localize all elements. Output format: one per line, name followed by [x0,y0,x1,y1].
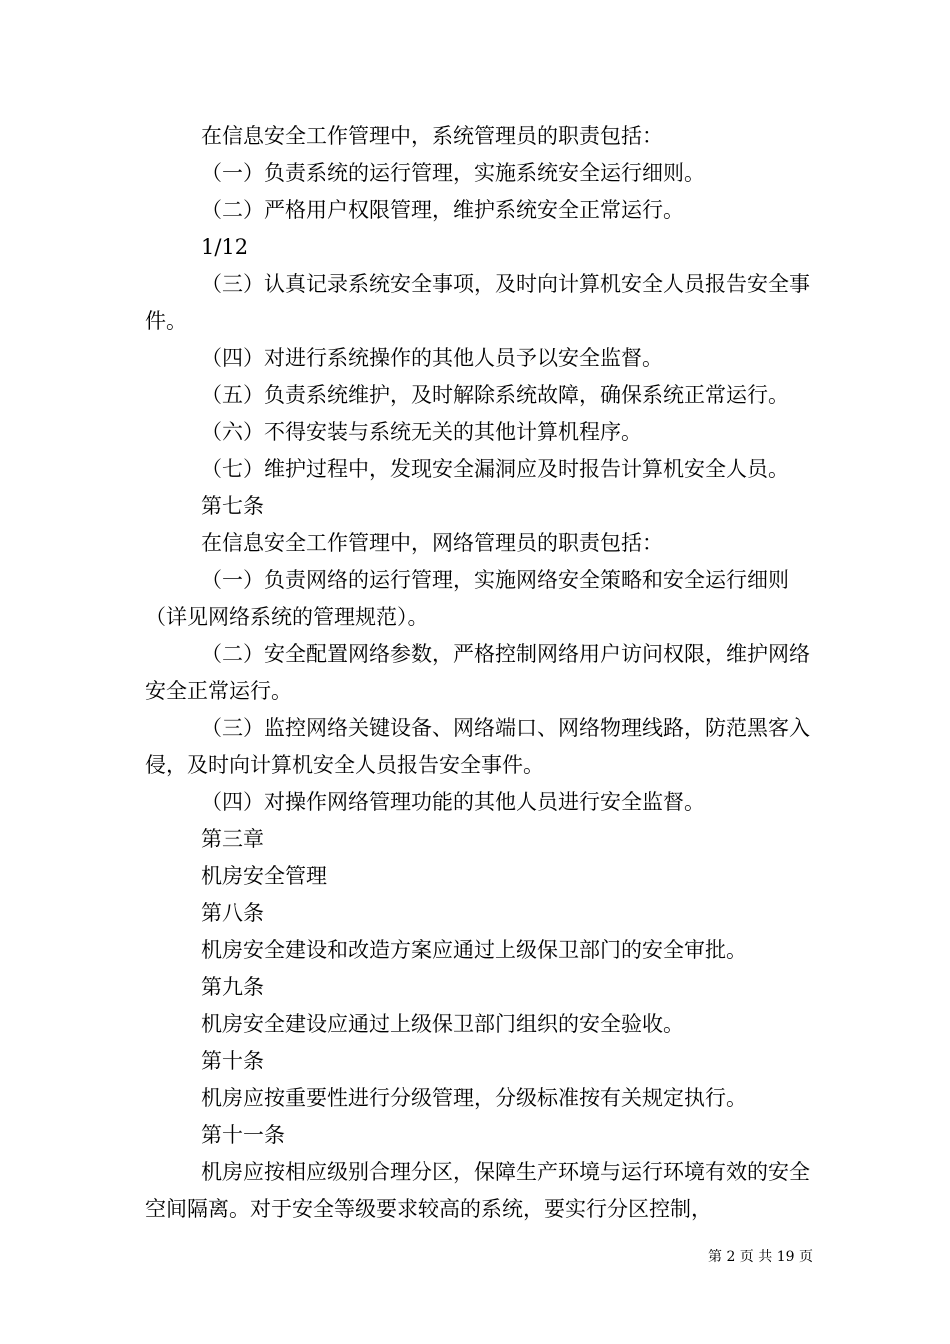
paragraph: （一）负责系统的运行管理，实施系统安全运行细则。 [201,161,705,185]
paragraph: （三）认真记录系统安全事项，及时向计算机安全人员报告安全事件。 [145,272,810,333]
paragraph: 机房安全建设和改造方案应通过上级保卫部门的安全审批。 [201,938,747,962]
paragraph: （七）维护过程中，发现安全漏洞应及时报告计算机安全人员。 [201,457,789,481]
paragraph: 在信息安全工作管理中，网络管理员的职责包括： [201,531,663,555]
article-heading: 第十一条 [201,1123,285,1147]
paragraph: （四）对进行系统操作的其他人员予以安全监督。 [201,346,663,370]
paragraph: （三）监控网络关键设备、网络端口、网络物理线路，防范黑客入侵，及时向计算机安全人员报告安全事件。 [145,716,810,777]
paragraph: 机房应按重要性进行分级管理，分级标准按有关规定执行。 [201,1086,747,1110]
page-number-footer: 第 2 页 共 19 页 [708,1249,813,1265]
chapter-title: 机房安全管理 [201,864,327,888]
paragraph: （五）负责系统维护，及时解除系统故障，确保系统正常运行。 [201,383,789,407]
paragraph: 在信息安全工作管理中，系统管理员的职责包括： [201,124,663,148]
paragraph: （六）不得安装与系统无关的其他计算机程序。 [201,420,642,444]
chapter-heading: 第三章 [201,827,264,851]
page-marker: 1/12 [201,235,249,259]
article-heading: 第八条 [201,901,264,925]
article-heading: 第九条 [201,975,264,999]
article-heading: 第十条 [201,1049,264,1073]
article-heading: 第七条 [201,494,264,518]
paragraph: 机房应按相应级别合理分区，保障生产环境与运行环境有效的安全空间隔离。对于安全等级要求较高的系统，要实行分区控制， [145,1160,810,1221]
document-body [145,118,815,1228]
paragraph: 机房安全建设应通过上级保卫部门组织的安全验收。 [201,1012,684,1036]
paragraph: （二）安全配置网络参数，严格控制网络用户访问权限，维护网络安全正常运行。 [145,642,810,703]
paragraph: （二）严格用户权限管理，维护系统安全正常运行。 [201,198,684,222]
paragraph: （一）负责网络的运行管理，实施网络安全策略和安全运行细则（详见网络系统的管理规范）。 [145,568,789,629]
paragraph: （四）对操作网络管理功能的其他人员进行安全监督。 [201,790,705,814]
